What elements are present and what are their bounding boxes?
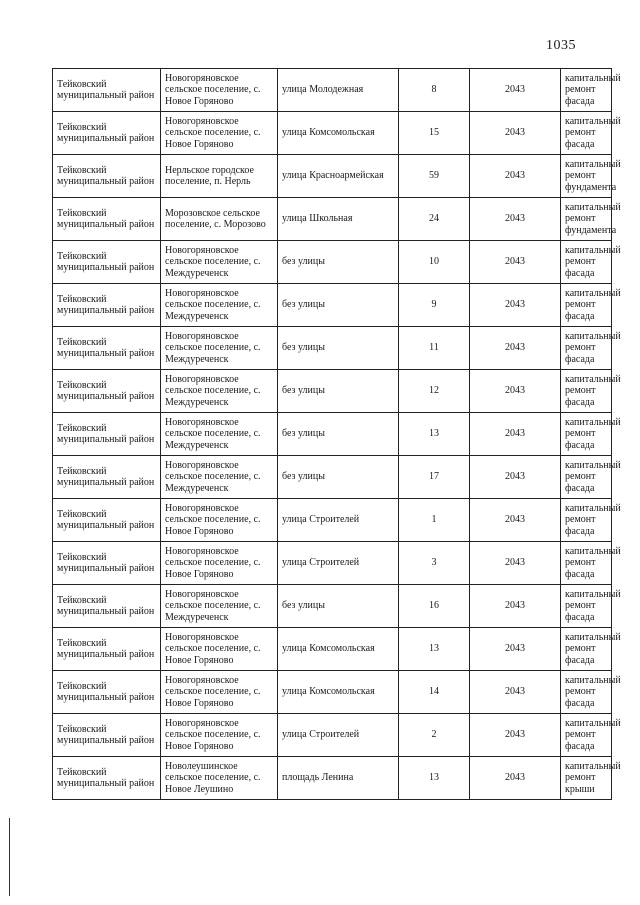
street-cell: улица Комсомольская — [278, 671, 399, 714]
year-cell: 2043 — [470, 198, 561, 241]
work-type-cell: капитальный ремонт фасада — [561, 112, 612, 155]
district-cell: Тейковский муниципальный район — [53, 456, 161, 499]
street-cell: улица Красноармейская — [278, 155, 399, 198]
work-type-cell: капитальный ремонт фасада — [561, 671, 612, 714]
street-cell: площадь Ленина — [278, 757, 399, 800]
table-row — [53, 284, 612, 327]
work-type-cell: капитальный ремонт фасада — [561, 456, 612, 499]
district-cell: Тейковский муниципальный район — [53, 370, 161, 413]
street-cell: улица Комсомольская — [278, 628, 399, 671]
year-cell: 2043 — [470, 757, 561, 800]
district-cell: Тейковский муниципальный район — [53, 112, 161, 155]
work-type-cell: капитальный ремонт фундамента — [561, 155, 612, 198]
street-cell: улица Комсомольская — [278, 112, 399, 155]
house-number-cell: 13 — [399, 757, 470, 800]
house-number-cell: 10 — [399, 241, 470, 284]
street-cell: без улицы — [278, 284, 399, 327]
settlement-cell: Новогоряновское сельское поселение, с. Междуреченск — [161, 241, 278, 284]
district-cell: Тейковский муниципальный район — [53, 542, 161, 585]
table-row — [53, 155, 612, 198]
year-cell: 2043 — [470, 456, 561, 499]
table-row — [53, 757, 612, 800]
district-cell: Тейковский муниципальный район — [53, 413, 161, 456]
year-cell: 2043 — [470, 69, 561, 112]
year-cell: 2043 — [470, 628, 561, 671]
table-row — [53, 241, 612, 284]
district-cell: Тейковский муниципальный район — [53, 69, 161, 112]
table-row — [53, 542, 612, 585]
year-cell: 2043 — [470, 714, 561, 757]
year-cell: 2043 — [470, 241, 561, 284]
district-cell: Тейковский муниципальный район — [53, 671, 161, 714]
settlement-cell: Новогоряновское сельское поселение, с. Новое Горяново — [161, 714, 278, 757]
year-cell: 2043 — [470, 370, 561, 413]
table-row — [53, 327, 612, 370]
settlement-cell: Морозовское сельское поселение, с. Морозово — [161, 198, 278, 241]
page-number: 1035 — [546, 38, 576, 53]
district-cell: Тейковский муниципальный район — [53, 628, 161, 671]
district-cell: Тейковский муниципальный район — [53, 757, 161, 800]
settlement-cell: Новогоряновское сельское поселение, с. Новое Горяново — [161, 542, 278, 585]
year-cell: 2043 — [470, 284, 561, 327]
settlement-cell: Новогоряновское сельское поселение, с. Новое Горяново — [161, 628, 278, 671]
district-cell: Тейковский муниципальный район — [53, 155, 161, 198]
work-type-cell: капитальный ремонт фасада — [561, 499, 612, 542]
table-row — [53, 413, 612, 456]
settlement-cell: Новогоряновское сельское поселение, с. Новое Горяново — [161, 69, 278, 112]
work-type-cell: капитальный ремонт фасада — [561, 628, 612, 671]
year-cell: 2043 — [470, 542, 561, 585]
year-cell: 2043 — [470, 413, 561, 456]
table-row — [53, 585, 612, 628]
street-cell: без улицы — [278, 327, 399, 370]
district-cell: Тейковский муниципальный район — [53, 198, 161, 241]
work-type-cell: капитальный ремонт фасада — [561, 69, 612, 112]
house-number-cell: 3 — [399, 542, 470, 585]
settlement-cell: Новогоряновское сельское поселение, с. Междуреченск — [161, 284, 278, 327]
table-row — [53, 198, 612, 241]
table-row — [53, 69, 612, 112]
district-cell: Тейковский муниципальный район — [53, 714, 161, 757]
work-type-cell: капитальный ремонт фасада — [561, 585, 612, 628]
table-row — [53, 714, 612, 757]
house-number-cell: 24 — [399, 198, 470, 241]
settlement-cell: Новогоряновское сельское поселение, с. Новое Горяново — [161, 499, 278, 542]
house-number-cell: 17 — [399, 456, 470, 499]
street-cell: без улицы — [278, 413, 399, 456]
settlement-cell: Новогоряновское сельское поселение, с. Междуреченск — [161, 327, 278, 370]
settlement-cell: Новогоряновское сельское поселение, с. Междуреченск — [161, 585, 278, 628]
table-row — [53, 456, 612, 499]
work-type-cell: капитальный ремонт фасада — [561, 241, 612, 284]
year-cell: 2043 — [470, 112, 561, 155]
street-cell: улица Школьная — [278, 198, 399, 241]
year-cell: 2043 — [470, 585, 561, 628]
house-number-cell: 9 — [399, 284, 470, 327]
table-row — [53, 499, 612, 542]
district-cell: Тейковский муниципальный район — [53, 327, 161, 370]
work-type-cell: капитальный ремонт крыши — [561, 757, 612, 800]
street-cell: без улицы — [278, 370, 399, 413]
table-row — [53, 370, 612, 413]
year-cell: 2043 — [470, 671, 561, 714]
house-number-cell: 16 — [399, 585, 470, 628]
house-number-cell: 59 — [399, 155, 470, 198]
street-cell: улица Молодежная — [278, 69, 399, 112]
settlement-cell: Новогоряновское сельское поселение, с. Новое Горяново — [161, 112, 278, 155]
table-row — [53, 112, 612, 155]
street-cell: без улицы — [278, 241, 399, 284]
work-type-cell: капитальный ремонт фундамента — [561, 198, 612, 241]
settlement-cell: Новогоряновское сельское поселение, с. Междуреченск — [161, 456, 278, 499]
street-cell: улица Строителей — [278, 542, 399, 585]
work-type-cell: капитальный ремонт фасада — [561, 714, 612, 757]
street-cell: без улицы — [278, 456, 399, 499]
house-number-cell: 13 — [399, 413, 470, 456]
house-number-cell: 14 — [399, 671, 470, 714]
district-cell: Тейковский муниципальный район — [53, 499, 161, 542]
settlement-cell: Новогоряновское сельское поселение, с. Междуреченск — [161, 413, 278, 456]
house-number-cell: 13 — [399, 628, 470, 671]
street-cell: улица Строителей — [278, 499, 399, 542]
settlement-cell: Новолеушинское сельское поселение, с. Новое Леушино — [161, 757, 278, 800]
table-row — [53, 671, 612, 714]
work-type-cell: капитальный ремонт фасада — [561, 413, 612, 456]
margin-scan-line — [9, 818, 10, 896]
repair-schedule-table — [52, 68, 621, 800]
house-number-cell: 15 — [399, 112, 470, 155]
settlement-cell: Новогоряновское сельское поселение, с. Междуреченск — [161, 370, 278, 413]
settlement-cell: Новогоряновское сельское поселение, с. Новое Горяново — [161, 671, 278, 714]
year-cell: 2043 — [470, 499, 561, 542]
house-number-cell: 11 — [399, 327, 470, 370]
table-body — [53, 69, 621, 800]
street-cell: без улицы — [278, 585, 399, 628]
street-cell: улица Строителей — [278, 714, 399, 757]
house-number-cell: 12 — [399, 370, 470, 413]
house-number-cell: 2 — [399, 714, 470, 757]
district-cell: Тейковский муниципальный район — [53, 284, 161, 327]
work-type-cell: капитальный ремонт фасада — [561, 284, 612, 327]
year-cell: 2043 — [470, 327, 561, 370]
work-type-cell: капитальный ремонт фасада — [561, 542, 612, 585]
work-type-cell: капитальный ремонт фасада — [561, 370, 612, 413]
year-cell: 2043 — [470, 155, 561, 198]
work-type-cell: капитальный ремонт фасада — [561, 327, 612, 370]
district-cell: Тейковский муниципальный район — [53, 241, 161, 284]
table-row — [53, 628, 612, 671]
district-cell: Тейковский муниципальный район — [53, 585, 161, 628]
settlement-cell: Нерльское городское поселение, п. Нерль — [161, 155, 278, 198]
house-number-cell: 1 — [399, 499, 470, 542]
house-number-cell: 8 — [399, 69, 470, 112]
